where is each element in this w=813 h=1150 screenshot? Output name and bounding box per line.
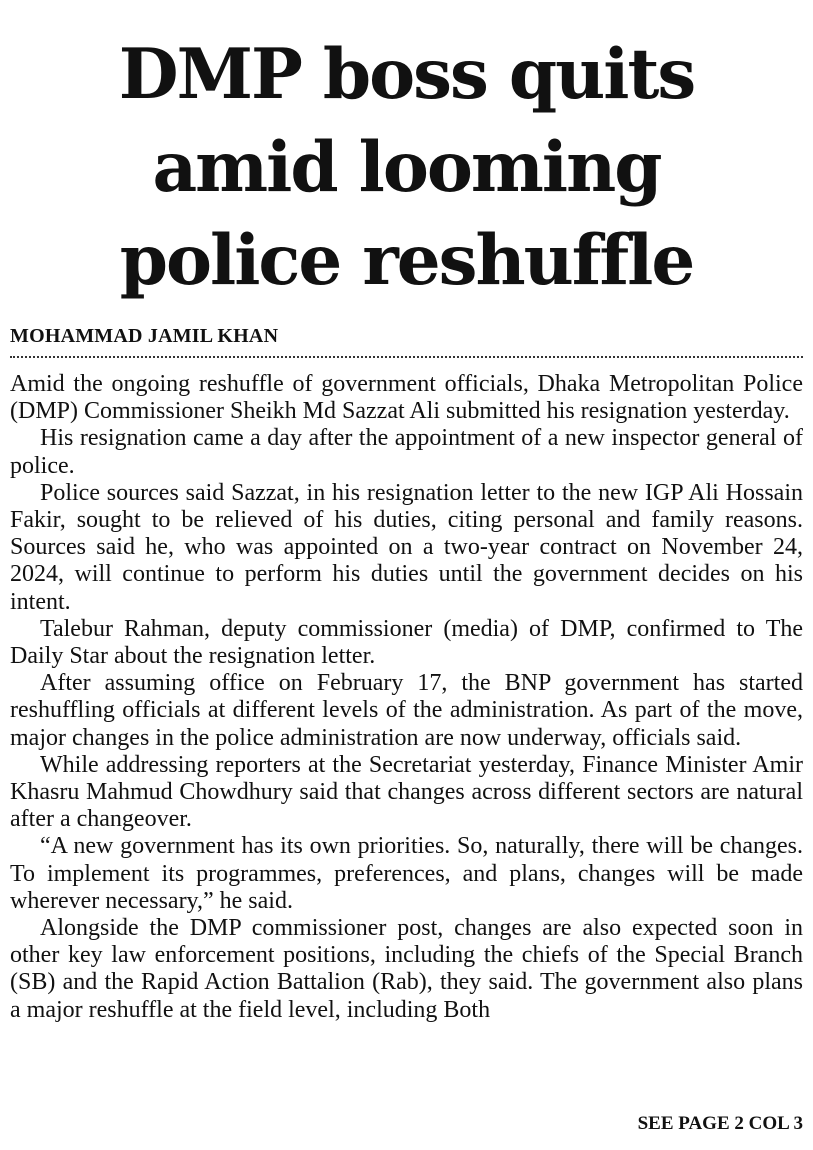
article-body [10,371,803,1024]
article-paragraph-6: While addressing reporters at the Secretariat yesterday, Finance Minister Amir Khasru Mahmud Chowdhury said that changes across different sectors are natural after a changeover. [10,751,803,833]
article-paragraph-1: Amid the ongoing reshuffle of government officials, Dhaka Metropolitan Police (DMP) Commissioner Sheikh Md Sazzat Ali submitted his resignation yesterday. [10,371,803,425]
dotted-divider [10,356,803,358]
article-paragraph-7: “A new government has its own priorities. So, naturally, there will be changes. To implement its programmes, preferences, and plans, changes will be made wherever necessary,” he said. [10,833,803,914]
article-paragraph-3: Police sources said Sazzat, in his resignation letter to the new IGP Ali Hossain Fakir, sought to be relieved of his duties, citing personal and family reasons. Sources said he, who was appointed on a two-year contract on November 24, 2024, will continue to perform his duties until the government decides on his intent. [10,479,803,615]
article-paragraph-8: Alongside the DMP commissioner post, changes are also expected soon in other key law enforcement positions, including the chiefs of the Special Branch (SB) and the Rapid Action Battalion (Rab), they said. The government also plans a major reshuffle at the field level, including Both [10,915,803,1023]
headline-line-1: DMP boss quits [118,34,695,115]
headline-line-2: amid looming [152,127,661,208]
article-paragraph-2: His resignation came a day after the appointment of a new inspector general of police. [10,425,803,479]
headline-line-3: police reshuffle [119,220,694,301]
continuation-reference: SEE PAGE 2 COL 3 [637,1113,803,1134]
article-paragraph-5: After assuming office on February 17, the BNP government has started reshuffling officials at different levels of the administration. As part of the move, major changes in the police administration are now underway, officials said. [10,670,803,751]
byline: MOHAMMAD JAMIL KHAN [10,325,279,347]
article-paragraph-4: Talebur Rahman, deputy commissioner (media) of DMP, confirmed to The Daily Star about the resignation letter. [10,615,803,670]
headline [10,0,803,307]
